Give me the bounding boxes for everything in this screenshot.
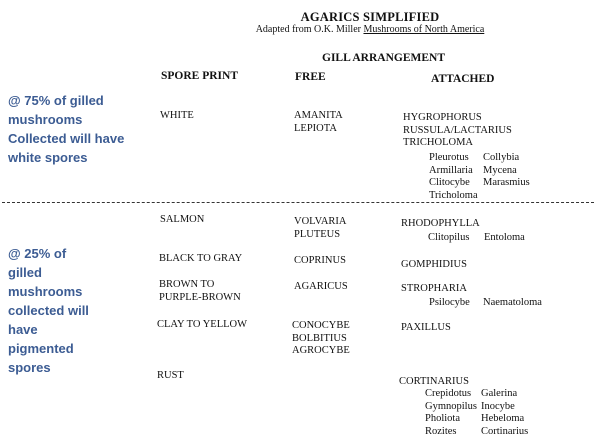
section-divider (2, 202, 594, 203)
genus-rozites: Rozites (425, 425, 457, 437)
page-subtitle (0, 24, 600, 35)
spore-clay-to-yellow: CLAY TO YELLOW (157, 319, 248, 330)
rust-sub-right (481, 388, 528, 438)
genus-bolbitius: BOLBITIUS (292, 332, 347, 344)
genus-clitocybe: Clitocybe (429, 177, 470, 188)
free-clay-list (292, 320, 350, 358)
rust-sub-left (425, 388, 477, 438)
spore-brown-line2: PURPLE-BROWN (159, 291, 241, 303)
genus-coprinus: COPRINUS (294, 255, 346, 266)
spore-white: WHITE (160, 110, 194, 121)
genus-pholiota: Pholiota (425, 413, 461, 424)
genus-psilocybe: Psilocybe (429, 297, 470, 308)
genus-galerina: Galerina (481, 388, 518, 399)
genus-hebeloma: Hebeloma (481, 413, 525, 424)
genus-stropharia: STROPHARIA (401, 283, 467, 294)
genus-amanita: AMANITA (294, 110, 343, 121)
genus-conocybe: CONOCYBE (292, 320, 350, 331)
spore-rust: RUST (157, 370, 184, 381)
genus-gymnopilus: Gymnopilus (425, 400, 477, 412)
genus-clitopilus: Clitopilus (428, 232, 470, 243)
free-white-list (294, 110, 343, 135)
genus-gomphidius: GOMPHIDIUS (401, 259, 467, 270)
genus-rhodophylla: RHODOPHYLLA (401, 218, 480, 229)
genus-volvaria: VOLVARIA (294, 216, 347, 227)
genus-pleurotus: Pleurotus (429, 152, 469, 163)
white-sub-right (483, 152, 530, 190)
genus-tricholoma-group: TRICHOLOMA (403, 137, 473, 148)
genus-tricholoma: Tricholoma (429, 189, 478, 201)
genus-agrocybe: AGROCYBE (292, 345, 350, 356)
attached-white-list (403, 112, 512, 150)
white-sub-left (429, 152, 478, 202)
attached-header: ATTACHED (431, 73, 495, 85)
genus-paxillus: PAXILLUS (401, 322, 451, 333)
genus-pluteus: PLUTEUS (294, 228, 341, 240)
genus-mycena: Mycena (483, 164, 517, 176)
subtitle-prefix: Adapted from O.K. Miller (255, 24, 364, 35)
spore-black-to-gray: BLACK TO GRAY (159, 253, 243, 264)
genus-marasmius: Marasmius (483, 177, 530, 188)
free-header: FREE (295, 71, 326, 83)
note-pigmented-spores: @ 25% of gilled mushrooms collected will have pigmented spores (8, 246, 89, 375)
genus-armillaria: Armillaria (429, 164, 473, 176)
genus-naematoloma: Naematoloma (483, 297, 542, 308)
genus-russula-lactarius: RUSSULA/LACTARIUS (403, 124, 512, 136)
genus-agaricus: AGARICUS (294, 281, 348, 292)
spore-print-header: SPORE PRINT (161, 70, 238, 82)
genus-entoloma: Entoloma (484, 232, 525, 243)
spore-brown-line1: BROWN TO (159, 279, 215, 290)
genus-lepiota: LEPIOTA (294, 122, 337, 134)
genus-cortinarius-group: CORTINARIUS (399, 376, 469, 387)
gill-arrangement-header: GILL ARRANGEMENT (322, 52, 446, 64)
subtitle-book: Mushrooms of North America (363, 24, 485, 35)
title-text: AGARICS SIMPLIFIED (300, 10, 440, 24)
genus-inocybe: Inocybe (481, 400, 515, 412)
spore-salmon: SALMON (160, 214, 205, 225)
genus-cortinarius: Cortinarius (481, 425, 529, 437)
genus-crepidotus: Crepidotus (425, 388, 472, 399)
note-white-spores: @ 75% of gilled mushrooms Collected will have white spores (8, 93, 125, 165)
page-title (0, 10, 600, 25)
spore-brown (159, 279, 241, 304)
free-salmon-list (294, 216, 347, 241)
genus-collybia: Collybia (483, 152, 520, 163)
genus-hygrophorus: HYGROPHORUS (403, 112, 482, 123)
